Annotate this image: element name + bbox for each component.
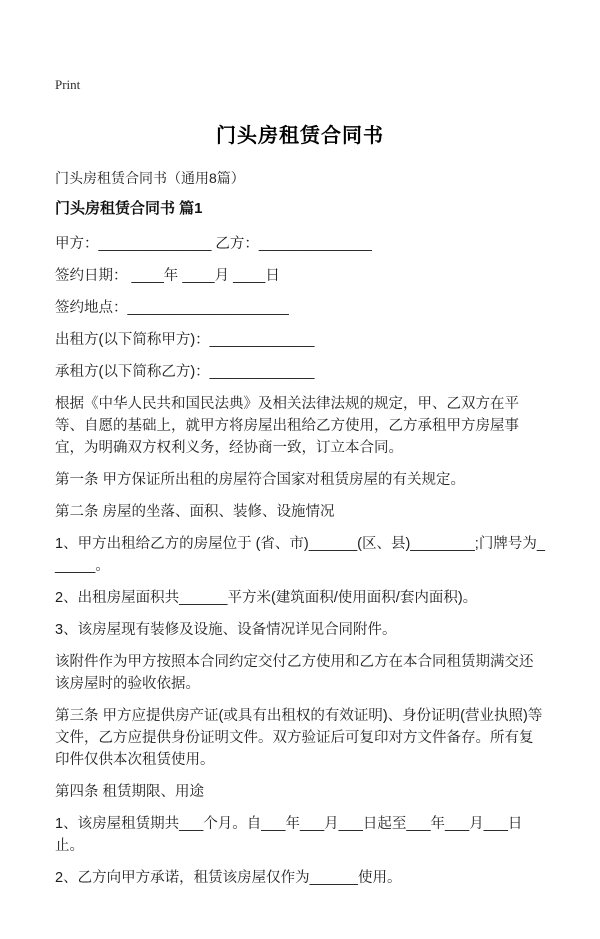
article-4-item-1: 1、该房屋租赁期共___个月。自___年___月___日起至___年___月___日止。: [55, 816, 523, 854]
article-4-item-2: 2、乙方向甲方承诺，租赁该房屋仅作为______使用。: [55, 870, 402, 886]
preamble-paragraph: 根据《中华人民共和国民法典》及相关法律法规的规定，甲、乙双方在平等、自愿的基础上，就甲方将房屋出租给乙方使用，乙方承租甲方房屋事宜，为明确双方权利义务，经协商一致，订立本合同。: [55, 396, 519, 456]
signing-place-line: 签约地点：____________________: [55, 300, 289, 316]
article-1: 第一条 甲方保证所出租的房屋符合国家对租赁房屋的有关规定。: [55, 472, 466, 488]
lessor-line: 出租方(以下简称甲方)：_____________: [55, 332, 315, 348]
article-2-item-3: 3、该房屋现有装修及设施、设备情况详见合同附件。: [55, 622, 397, 638]
print-link[interactable]: Print: [55, 77, 81, 92]
attachment-note: 该附件作为甲方按照本合同约定交付乙方使用和乙方在本合同租赁期满交还该房屋时的验收依据。: [55, 654, 534, 692]
article-2-heading: 第二条 房屋的坐落、面积、装修、设施情况: [55, 504, 335, 520]
article-2-item-2: 2、出租房屋面积共______平方米(建筑面积/使用面积/套内面积)。: [55, 590, 478, 606]
article-4-heading: 第四条 租赁期限、用途: [55, 784, 205, 800]
page-title: 门头房租赁合同书: [216, 125, 384, 147]
lessee-line: 承租方(以下简称乙方)：_____________: [55, 364, 315, 380]
article-3: 第三条 甲方应提供房产证(或具有出租权的有效证明)、身份证明(营业执照)等文件，乙方应提供身份证明文件。双方验证后可复印对方文件备存。所有复印件仅供本次租赁使用。: [55, 708, 543, 768]
doc-subtitle: 门头房租赁合同书（通用8篇）: [55, 170, 245, 186]
signing-date-line: 签约日期： ____年 ____月 ____日: [55, 268, 280, 284]
article-2-item-1: 1、甲方出租给乙方的房屋位于 (省、市)______(区、县)________;门牌号为______。: [55, 536, 545, 574]
party-names-line: 甲方：______________ 乙方：______________: [55, 236, 372, 252]
section-title: 门头房租赁合同书 篇1: [55, 200, 203, 217]
